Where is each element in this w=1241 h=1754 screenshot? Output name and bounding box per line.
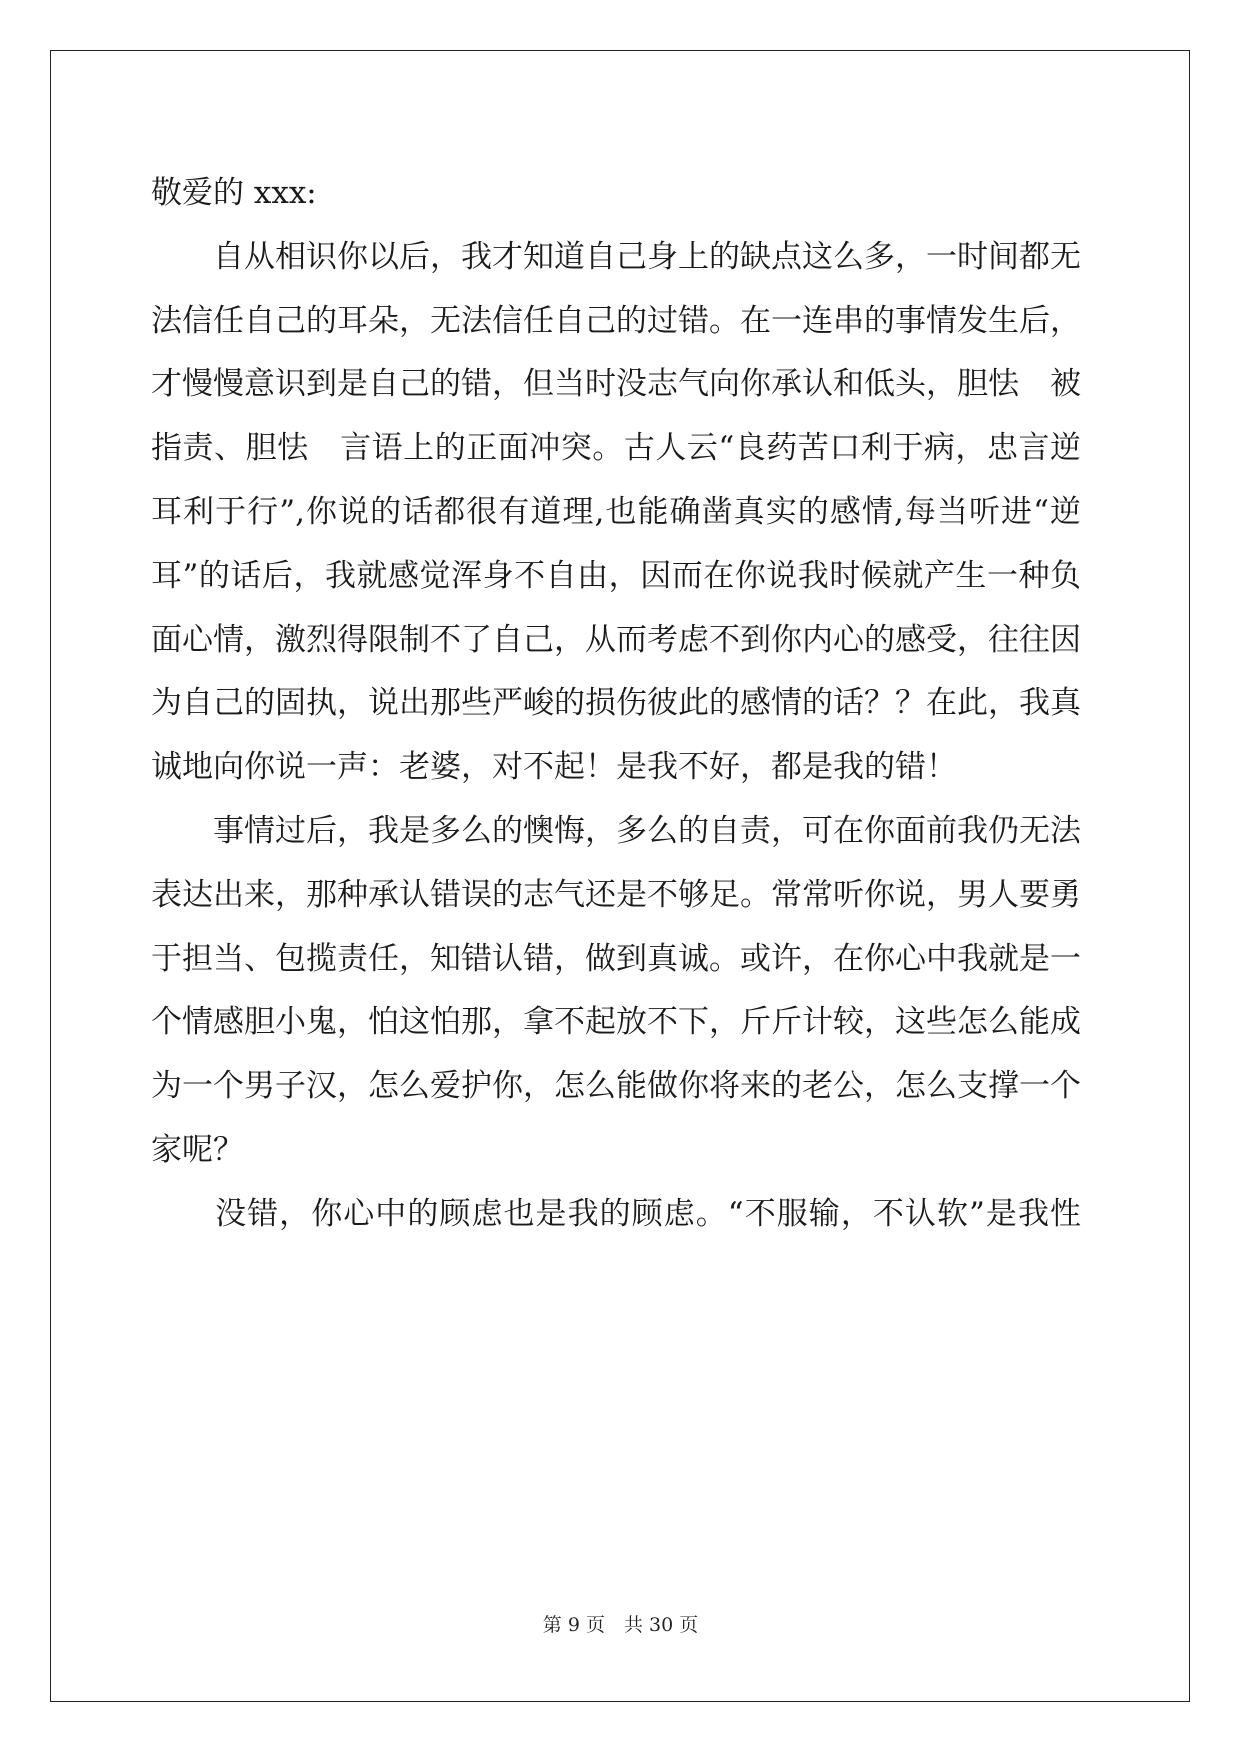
letter-body: [151, 162, 1081, 1247]
text-line: 为一个男子汉，怎么爱护你，怎么能做你将来的老公，怎么支撑一个: [151, 1068, 1081, 1105]
text-line: 表达出来，那种承认错误的志气还是不够足。常常听你说，男人要勇: [151, 876, 1081, 913]
text-line: 面心情，激烈得限制不了自己，从而考虑不到你内心的感受，往往因: [151, 621, 1081, 658]
text-line-paragraph-end: 诚地向你说一声：老婆，对不起！是我不好，都是我的错！: [151, 749, 957, 786]
text-line: 个情感胆小鬼，怕这怕那，拿不起放不下，斤斤计较，这些怎么能成: [151, 1004, 1081, 1041]
text-line: 于担当、包揽责任，知错认错，做到真诚。或许，在你心中我就是一: [151, 940, 1081, 977]
page-number-label: 第 9 页 共 30 页: [542, 1614, 699, 1636]
text-line: 指责、胆怯 言语上的正面冲突。古人云“良药苦口利于病，忠言逆: [151, 430, 1081, 467]
text-line: 为自己的固执，说出那些严峻的损伤彼此的感情的话？？在此，我真: [151, 685, 1081, 722]
text-line: 法信任自己的耳朵，无法信任自己的过错。在一连串的事情发生后，: [151, 302, 1081, 339]
text-line-paragraph-end: 家呢？: [151, 1131, 244, 1168]
text-line: 才慢慢意识到是自己的错，但当时没志气向你承认和低头，胆怯 被: [151, 366, 1081, 403]
greeting-line: 敬爱的 xxx:: [151, 175, 317, 211]
text-line: 自从相识你以后，我才知道自己身上的缺点这么多，一时间都无: [151, 238, 1081, 275]
text-line: 耳”的话后，我就感觉浑身不自由，因而在你说我时候就产生一种负: [151, 557, 1081, 594]
text-line: 没错，你心中的顾虑也是我的顾虑。“不服输，不认软”是我性: [151, 1195, 1081, 1232]
text-line: 耳利于行”,你说的话都很有道理,也能确凿真实的感情,每当听进“逆: [151, 493, 1081, 530]
text-line: 事情过后，我是多么的懊悔，多么的自责，可在你面前我仍无法: [151, 812, 1081, 849]
page-footer: [0, 1610, 1241, 1637]
